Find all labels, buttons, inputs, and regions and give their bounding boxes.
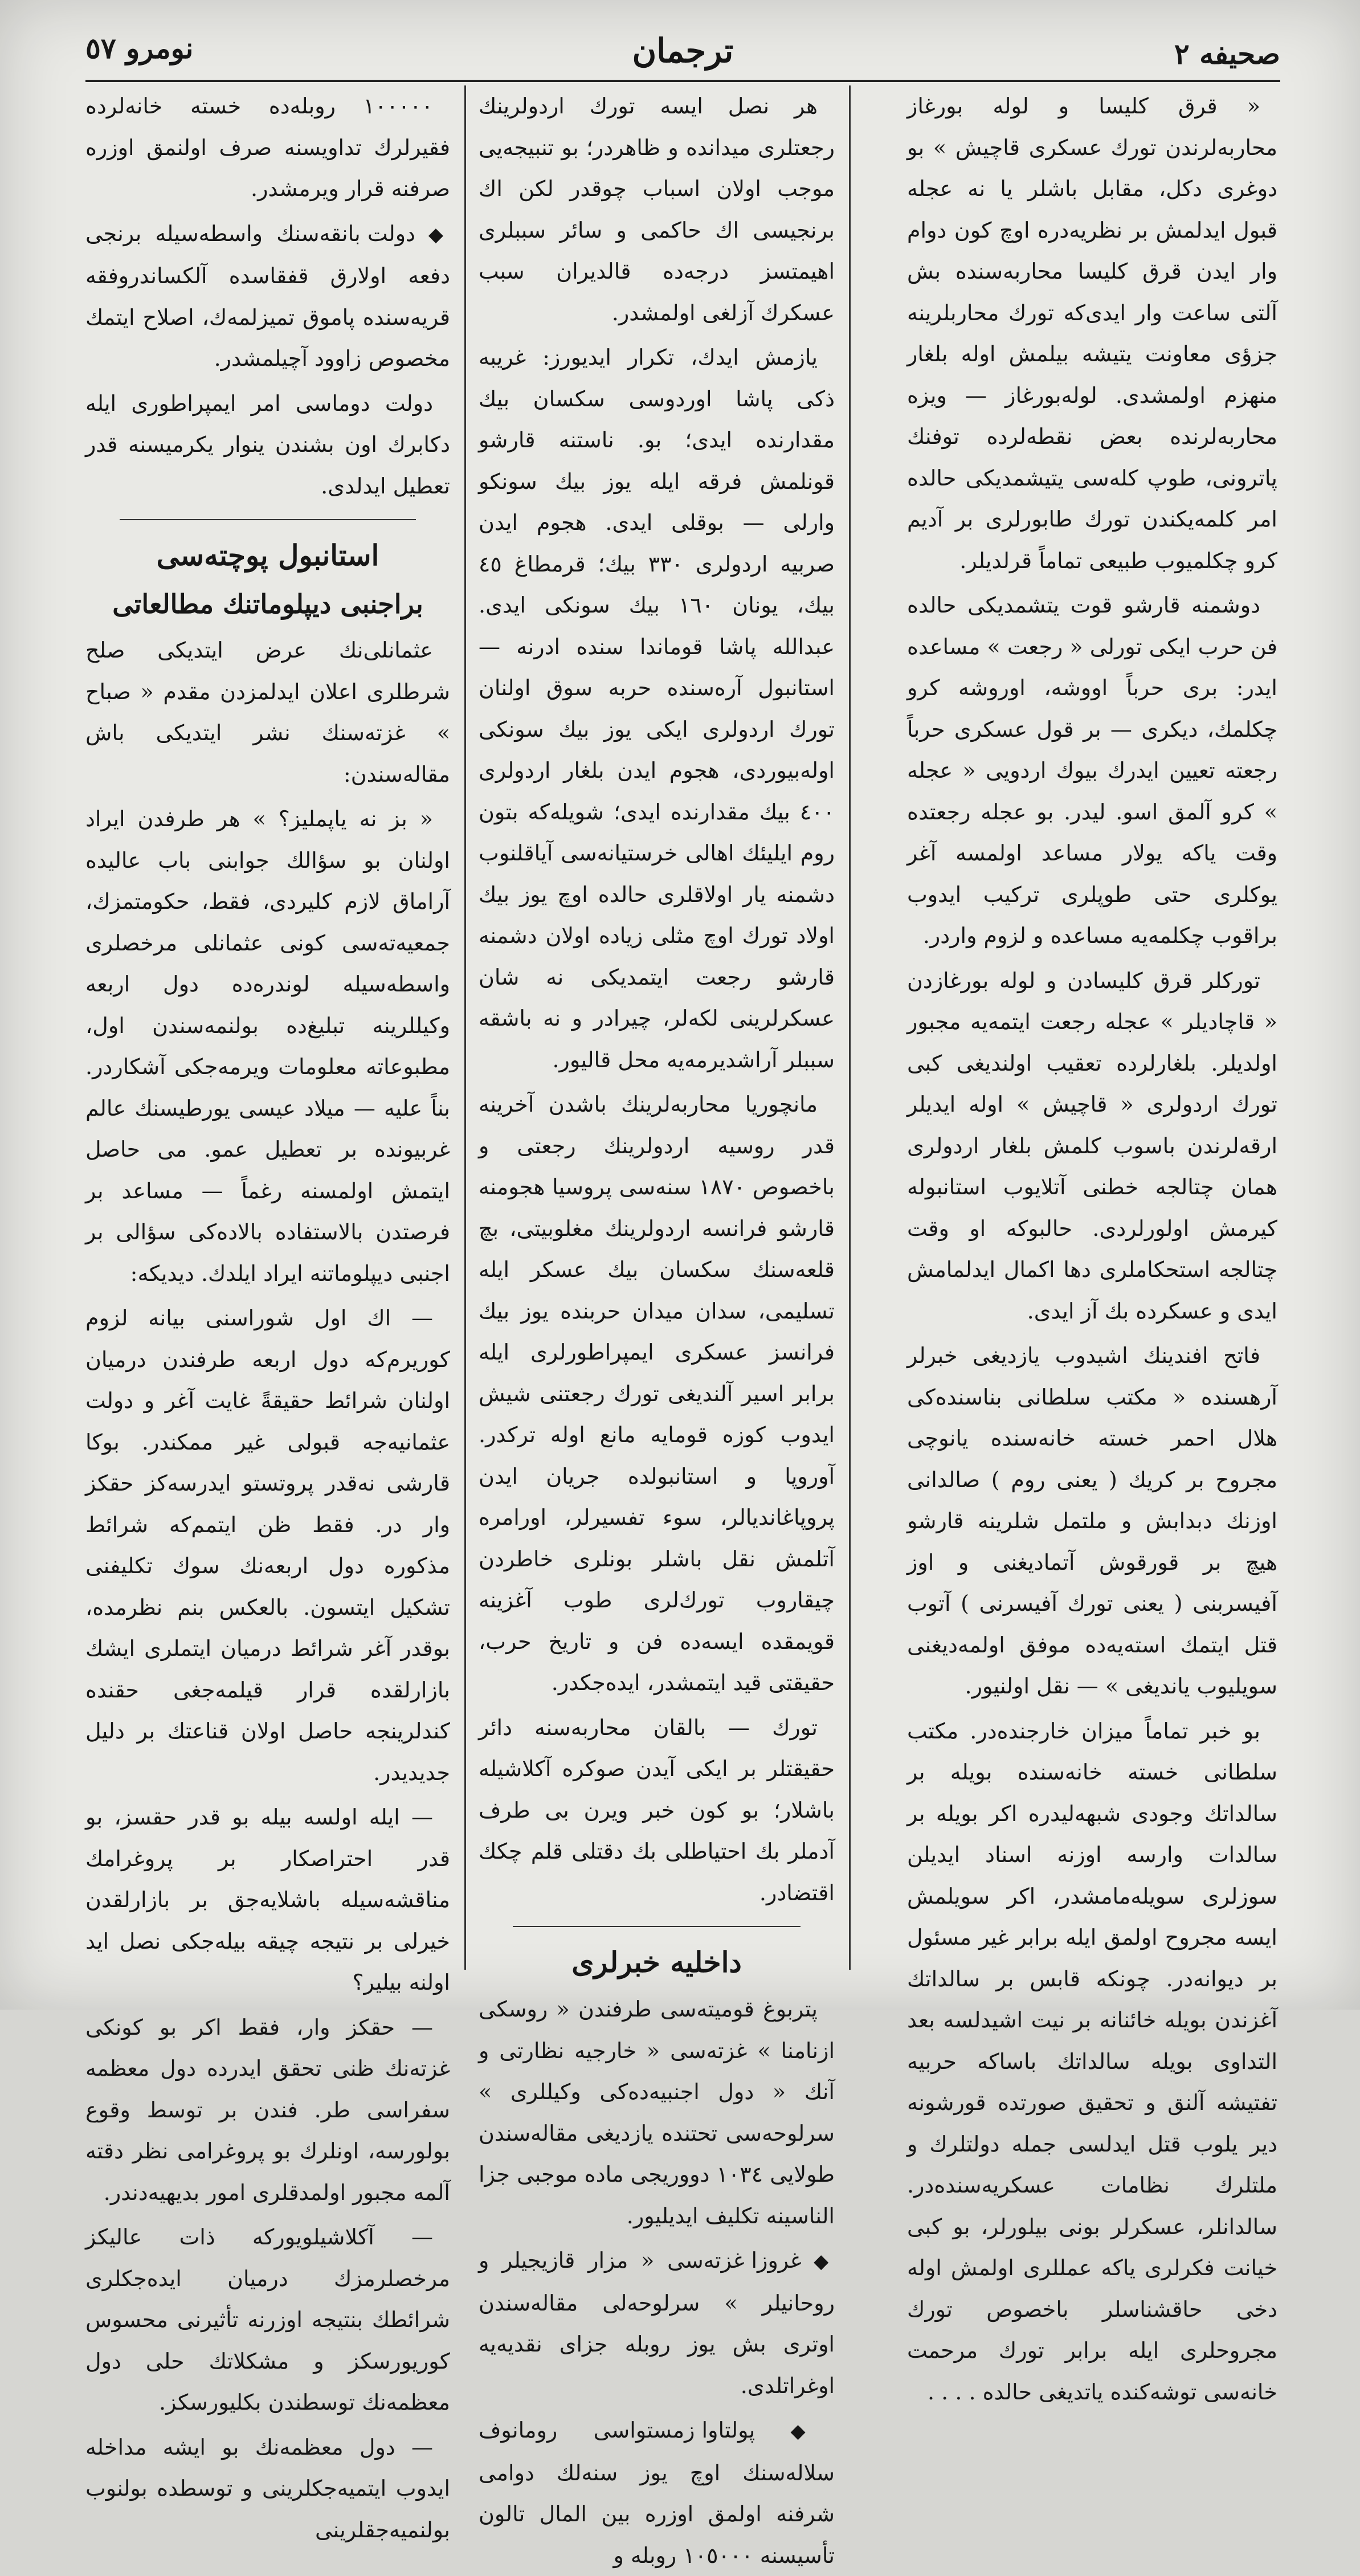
paragraph: ١٠٠٠٠٠ روبله‌ده خسته خانه‌لرده فقيرلرك تداويسنه صرف اولنمق اوزره صرفنه قرار ويرمشدر. [85,93,450,201]
section-title-domestic-news: داخليه خبرلرى [571,1945,742,1979]
news-item: ◆ پولتاوا زمستواسى رومانوف سلاله‌سنك اوچ يوز سنه‌لك دوامى شرفنه اولمق اوزره بين المال تالون تأسيسنه ١٠٥٠٠٠ روبله و [479,2410,835,2576]
paragraph: بو خبر تماماً ميزان خارجنده‌در. مكتب سلطانى خسته خانه‌سنده بويله بر سالداتك وجودى شبهه‌ليدره اكر بويله بر سالدات وارسه اوزنه اسناد ايديلن سوزلرى سويله‌مامشدر، اكر سويلمش ايسه مجروح اولمق ايله برابر غير مسئول بر ديوانه‌در. چونكه قابس بر سالداتك آغزندن بويله خائنانه بر نيت اشيدلسه بعد التداوى بويله سالداتك باساكه حربيه تفتيشه آلنق و تحقيق صورتده قورشونه دير يلوب قتل ايدلسى جمله دولتلرك و ملتلرك نظامات عسكريه‌سنده‌در. سالدانلر، عسكرلر بونى بيلورلر، بو كبى خيانت فكرلرى ياكه عمللرى اولمش اوله دخى حاقشناسلر باخصوص تورك مجروحلرى ايله برابر تورك مرحمت خانه‌سى توشه‌كنده ياتديغى حالده . . . . [907,1718,1277,2404]
section-subtitle: براجنبى ديپلوماتنك مطالعاتى [112,589,423,619]
paragraph: تورك — بالقان محاربه‌سنه دائر حقيقتلر بر ايكى آيدن صوكره آكلاشيله باشلار؛ بو كون خبر ويرن بى طرف آدملر بك احتياطلى بك دقتلى قلم چكك اقتضادر. [479,1714,835,1905]
paragraph: — آكلاشيلويوركه ذات عاليكز مرخصلرمزك درميان ايده‌جكلرى شرائطك بنتيجه اوزرنه تأثيرنى محسوس كوريورسكز و مشكلاتك حلى دول معظمه‌نك توسطندن بكليورسكز. [85,2224,450,2415]
section-title-istanbul-post: استانبول پوچته‌سى [156,538,379,572]
paragraph: هر نصل ايسه تورك اردولرينك رجعتلرى ميدانده و ظاهردر؛ بو تنبيجه‌يى موجب اولان اسباب چوقدر لكن اك برنجيسى اك حاكمى و سائر سببلرى اهيمتسز درجه‌ده قالديران سبب عسكرك آزلغى اولمشدر. [479,93,835,325]
paragraph: يازمش ايدك، تكرار ايديورز: غريبه ذكى پاشا اوردوسى سكسان بيك مقدارنده ايدى؛ بو. ناستنه قارشو قونلمش فرقه ايله يوز بيك سونكو وارلى — بوقلى ايدى. هجوم ايدن صربيه اردولرى ٣٣٠ بيك؛ قرمطاغ ٤٥ بيك، يونان ١٦٠ بيك سونكى ايدى. عبدالله پاشا قوماندا سنده ادرنه — استانبول آره‌سنده حربه سوق اولنان تورك اردولرى ايكى يوز بيك سونكى اوله‌بيوردى، هجوم ايدن بلغار اردولرى ٤٠٠ بيك مقدارنده ايدى؛ شويله‌كه بتون روم ايليئك اهالى خرستيانه‌سى آياقلنوب دشمنه يار اولاقلرى حالده اوچ يوز بيك اولاد تورك اوچ مثلى زياده اولان دشمنه قارشو رجعت ايتمديكى نه شان عسكرلرينى لكه‌لر، چيرادر و نه باشقه سببلر آراشديرمه‌يه محل قاليور. [479,345,835,1072]
paragraph: عثمانلى‌نك عرض ايتديكى صلح شرطلرى اعلان ايدلمزدن مقدم « صباح » غزته‌سنك نشر ايتديكى باش مقاله‌سندن: [85,638,450,787]
news-item: پتربوغ قوميته‌سى طرفندن « روسكى ازنامنا » غزته‌سى « خارجيه نظارتى و آنك « دول اجنبيه‌ده‌كى وكيللرى » سرلوحه‌سى تحتنده يازديغى مقاله‌سندن طولايى ١٠٣٤ دووريجى ماده موجبى جزا الناسينه تكليف ايديليور. [479,1997,835,2228]
paragraph: توركلر قرق كليسادن و لوله بورغازدن « قاچاديلر » عجله رجعت ايتمه‌يه مجبور اولديلر. بلغارلرده تعقيب اولنديغى كبى تورك اردولرى « قاچيش » اوله ايديلر ارقه‌لرندن باسوب كلمش بلغار اردولرى همان چتالجه خطنى آتلايوب استانبوله كيرمش اولورلردى. حالبوكه او وقت چتالجه استحكاملرى دها اكمال ايدلمامش ايدى و عسكرده بك آز ايدى. [907,967,1277,1324]
paragraph: مانچوريا محاربه‌لرينك باشدن آخرينه قدر روسيه اردولرينك رجعتى و باخصوص ١٨٧٠ سنه‌سى پروسيا هجومنه قارشو فرانسه اردولرينك مغلوبيتى، بچ قلعه‌سنك سكسان بيك عسكر ايله تسليمى، سدان ميدان حربنده يوز بيك فرانسز عسكرى ايمپراطورلرى ايله برابر اسير آلنديغى تورك رجعتنى شيش ايدوب كوزه قومايه مانع اوله تركدر. آوروپا و استانبولده جريان ايدن پروپاغانديالر، سوء تفسيرلر، اورامره آتلمش نقل باشلر بونلرى خاطردن چيقاروب تورك‌لرى طوب آغزينه قويمقده ايسه‌ده فن و تاريخ حرب، حقيقتى قيد ايتمشدر، ايده‌جكدر. [479,1092,835,1695]
paragraph: — دول معظمه‌نك بو ايشه مداخله ايدوب ايتميه‌جكلرينى و توسطده بولنوب بولنميه‌جقلرينى [85,2434,450,2542]
paragraph: — اك اول شوراسنى بيانه لزوم كوريرم‌كه دول اربعه طرفندن درميان اولنان شرائط حقيقةً غايت آغر و دولت عثمانيه‌جه قبولى غير ممكندر. بوكا قارشى نه‌قدر پروتستو ايدرسه‌كز حقكز وار در. فقط ظن ايتمم‌كه شرائط مذكوره دول اربعه‌نك سوك تكليفنى تشكيل ايتسون. بالعكس بنم نظرمده، بوقدر آغر شرائط درميان ايتملرى ايشك بازارلقده قرار قيلمه‌جغى حقنده كندلرينجه حاصل اولان قناعتك بر دليل جديديدر. [85,1305,450,1785]
paragraph: — ايله اولسه بيله بو قدر حقسز، بو قدر احتراصكار بر پروغرامك مناقشه‌سيله باشلايه‌جق بر بازارلقدن خيرلى بر نتيجه چيقه بيله‌جكى نصل ايد اولنه بيلير؟ [85,1805,450,1995]
column-middle [479,85,835,2568]
masthead-title: ترجمان [632,31,734,70]
page-header [85,11,1280,80]
column-divider [849,85,851,1970]
issue-number: نومرو ٥٧ [85,31,194,65]
news-item: ◆ دولت بانقه‌سنك واسطه‌سيله برنجى دفعه اولارق قفقاسده آلكساندروفقه قريه‌سنده پاموق تميزلمه‌ك، اصلاح ايتمك مخصوص زاوود آچيلمشدر. [85,213,450,379]
column-divider [464,85,466,1970]
page-number: صحيفه ٢ [1174,37,1280,71]
header-rule [85,80,1280,82]
section-divider [513,1926,801,1927]
column-right [907,85,1277,2404]
paragraph: دولت دوماسى امر ايمپراطورى ايله دكابرك اون بشندن ينوار يكرميسنه قدر تعطيل ايدلدى. [85,390,450,499]
paragraph: فاتح افندينك اشيدوب يازديغى خبرلر آرهسنده « مكتب سلطانى بناسنده‌كى هلال احمر خسته خانه‌سنده يانوچى مجروح بر كريك ( يعنى روم ) صالدانى اوزنك دبدابش و ملتمل شلرينه قارشو هيچ بر قورقوش آتماديغنى و اوز آفيسربنى ( يعنى تورك آفيسرنى ) آتوب قتل ايتمك استه‌يه‌ده موفق اولمه‌ديغنى سويليوب يانديغى » — نقل اولنيور. [907,1343,1277,1699]
paragraph: « قرق كليسا و لوله بورغاز محاربه‌لرندن تورك عسكرى قاچيش » بو دوغرى دكل، مقابل باشلر يا نه عجله قبول ايدلمش بر نظريه‌دره اوچ كون دوام وار ايدن قرق كليسا محاربه‌سنده بش آلتى ساعت وار ايدى‌كه تورك محاربلرينه جزؤى معاونت يتيشه بيلمش اوله بلغار منهزم اولمشدى. لوله‌بورغاز — ويزه محاربه‌لرنده بعض نقطه‌لرده توفنك پاترونى، طوپ كله‌سى يتيشمديكى حالده امر كلمه‌يكندن تورك طابورلرى بر آديم كرو چكلميوب طبيعى تماماً قرلديلر. [907,93,1277,573]
paragraph: « بز نه ياپمليز؟ » هر طرفدن ايراد اولنان بو سؤالك جوابنى باب عاليده آراماق لازم كليردى، فقط، حكومتمزك، جمعيه‌ته‌سى كونى عثمانلى مرخصلرى واسطه‌سيله لوندره‌ده دول اربعه وكيللرينه تبليغ‌ده بولنمه‌سندن اول، مطبوعاته معلومات ويرمه‌جكى آشكاردر. بناً عليه — ميلاد عيسى يورطيسنك عالم غربيونده بر تعطيل عمو. مى حاصل ايتمش اولمسنه رغماً — مساعد بر فرصتدن بالاستفاده بالاده‌كى سؤالى بر اجنبى ديپلوماتنه ايراد ايلدك. ديديكه: [85,806,450,1286]
paragraph: — حقكز وار، فقط اكر بو كونكى غزته‌نك ظنى تحقق ايدرده دول معظمه سفراسى طر. فندن بر توسط وقوع بولورسه، اونلرك بو پروغرامى نظر دقته آلمه مجبور اولمدقلرى امور بديهيه‌دندر. [85,2014,450,2205]
column-left [85,85,450,2542]
section-divider [120,519,416,520]
news-item: ◆ غروزا غزته‌سى « مزار قازيجيلر و روحانيلر » سرلوحه‌لى مقاله‌سندن اوترى بش يوز روبله جزاى نقديه‌يه اوغراتلدى. [479,2240,835,2406]
paragraph: دوشمنه قارشو قوت يتشمديكى حالده فن حرب ايكى تورلى « رجعت » مساعده ايدر: برى حرباً اووشه، اوروشه كرو چكلمك، ديكرى — بر قول عسكرى حرباً رجعته تعيين ايدرك بيوك اردويى « عجله » كرو آلمق اسو. ليدر. بو عجله رجعتده وقت ياكه يولار مساعد اولمسه آغر يوكلرى حتى طوپلرى تركيب ايدوب براقوب چكلمه‌يه مساعده و لزوم واردر. [907,593,1277,948]
